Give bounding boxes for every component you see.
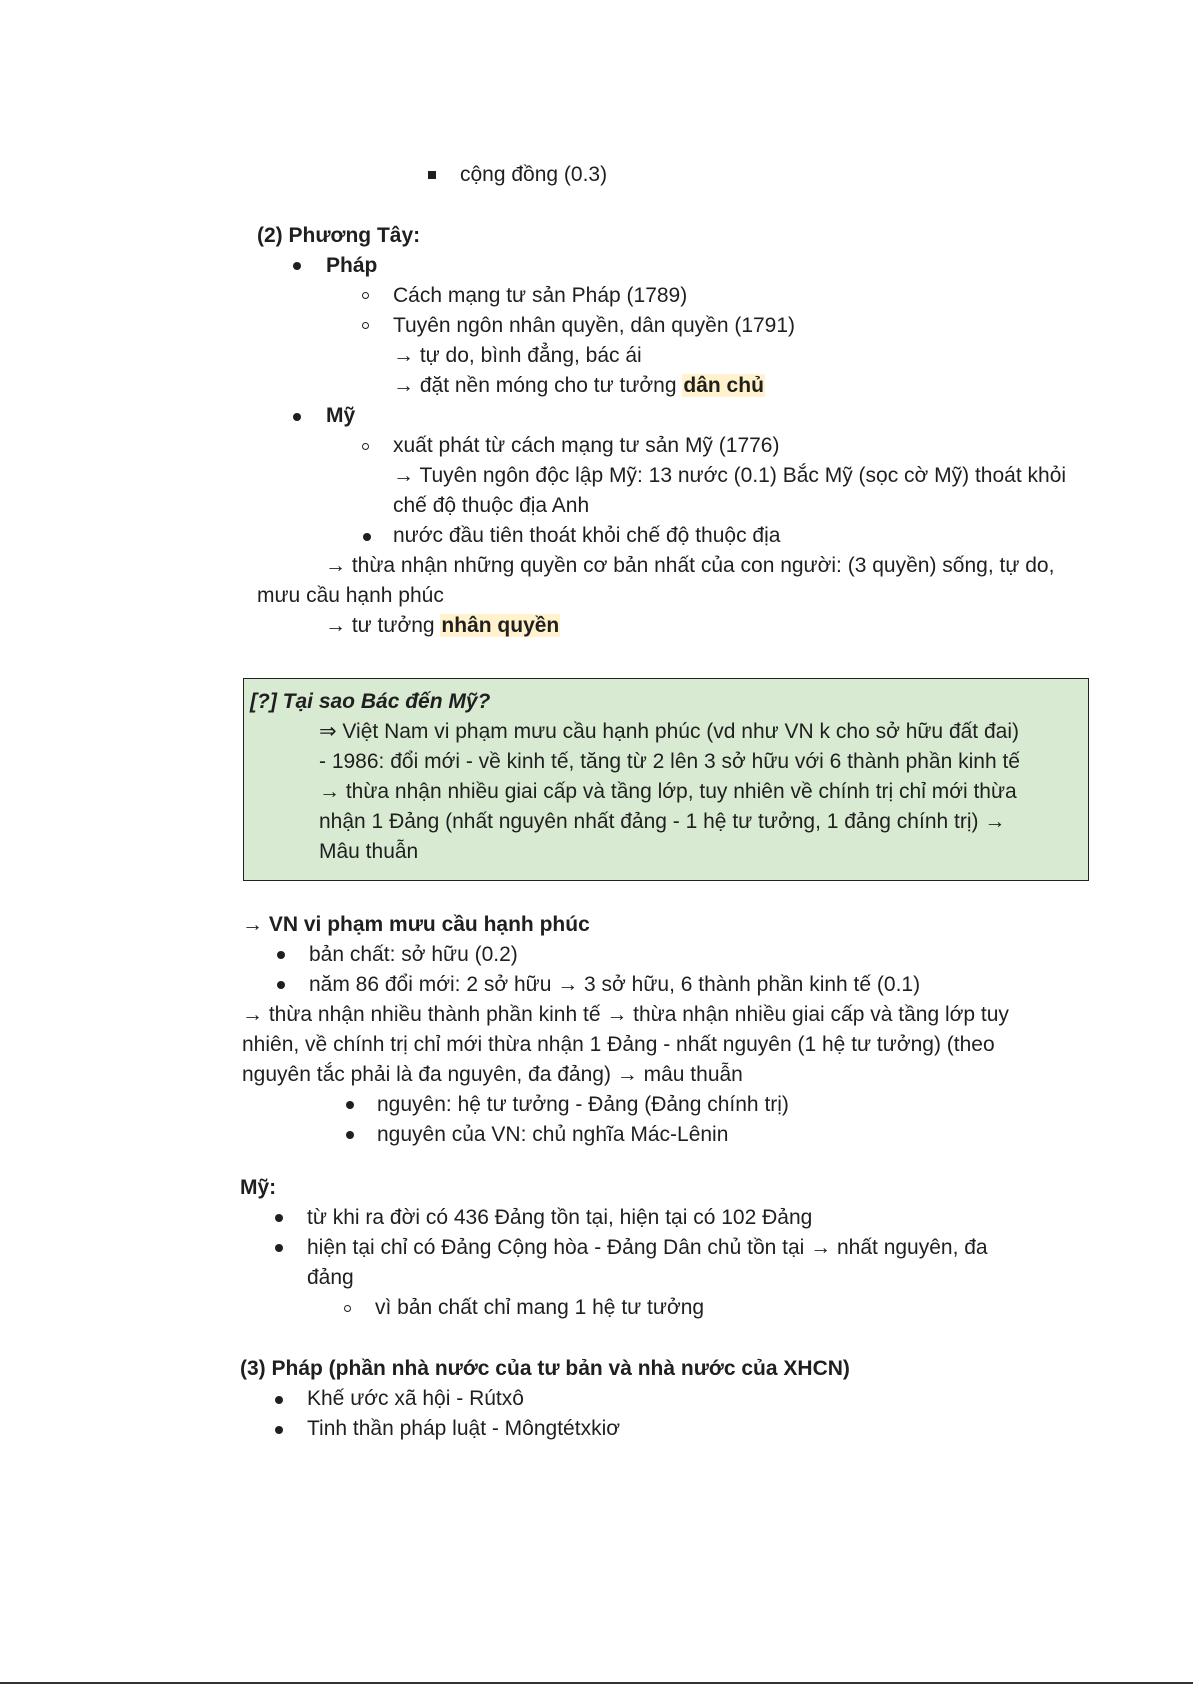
bullet-icon (346, 1101, 354, 1109)
bullet-icon (275, 1214, 283, 1222)
france-arrow-1: → tự do, bình đẳng, bác ái (393, 344, 642, 367)
bullet-icon (346, 1131, 354, 1139)
circle-bullet-icon (362, 443, 369, 450)
vn-para-line-3: nguyên tắc phải là đa nguyên, đa đảng) → mâu thuẫn (242, 1063, 743, 1086)
usa-bullet: nước đầu tiên thoát khỏi chế độ thuộc địa (393, 524, 781, 547)
bullet-icon (275, 1244, 283, 1252)
callout-line-5: Mâu thuẫn (319, 840, 419, 863)
bullet-icon (277, 951, 285, 959)
vn-bullet-2: năm 86 đổi mới: 2 sở hữu → 3 sở hữu, 6 thành phần kinh tế (0.1) (309, 973, 921, 996)
vn-bullet-1: bản chất: sở hữu (0.2) (309, 943, 518, 966)
bullet-icon (277, 981, 285, 989)
highlight-dan-chu: dân chủ (683, 374, 764, 397)
human-rights-line (325, 611, 560, 641)
highlight-nhan-quyen: nhân quyền (441, 614, 560, 637)
bullet-icon (363, 533, 371, 541)
callout-line-1: ⇒ Việt Nam vi phạm mưu cầu hạnh phúc (vd như VN k cho sở hữu đất đai) (319, 720, 1019, 743)
bullet-icon (293, 413, 301, 421)
france-item-1: Cách mạng tư sản Pháp (1789) (393, 284, 688, 307)
vn-sub-bullet-2: nguyên của VN: chủ nghĩa Mác-Lênin (377, 1123, 729, 1146)
vn-para-line-1: → thừa nhận nhiều thành phần kinh tế → thừa nhận nhiều giai cấp và tầng lớp tuy (242, 1003, 1009, 1026)
usa-arrow-line-1: → Tuyên ngôn độc lập Mỹ: 13 nước (0.1) Bắc Mỹ (sọc cờ Mỹ) thoát khỏi (393, 464, 1067, 487)
callout-title: [?] Tại sao Bác đến Mỹ? (250, 690, 491, 713)
vn-heading: → VN vi phạm mưu cầu hạnh phúc (242, 913, 590, 936)
bullet-icon (275, 1396, 283, 1404)
bullet-icon (275, 1426, 283, 1434)
circle-bullet-icon (344, 1305, 351, 1312)
west-conclusion-line-1: → thừa nhận những quyền cơ bản nhất của con người: (3 quyền) sống, tự do, (325, 554, 1055, 577)
vn-para-line-2: nhiên, về chính trị chỉ mới thừa nhận 1 Đảng - nhất nguyên (1 hệ tư tưởng) (theo (242, 1033, 995, 1056)
france-item-2: Tuyên ngôn nhân quyền, dân quyền (1791) (393, 314, 796, 337)
usa-parties-sub: vì bản chất chỉ mang 1 hệ tư tưởng (375, 1296, 705, 1319)
law-heading: (3) Pháp (phần nhà nước của tư bản và nhà nước của XHCN) (240, 1357, 850, 1380)
human-rights-text: → tư tưởng (325, 614, 441, 637)
france-arrow-2-text: → đặt nền móng cho tư tưởng (393, 374, 683, 397)
usa-item: xuất phát từ cách mạng tư sản Mỹ (1776) (393, 434, 780, 457)
page-bottom-rule (0, 1682, 1193, 1684)
usa-parties-bullet-2-line-1: hiện tại chỉ có Đảng Cộng hòa - Đảng Dân chủ tồn tại → nhất nguyên, đa (307, 1236, 988, 1259)
usa-parties-heading: Mỹ: (240, 1176, 277, 1199)
vn-sub-bullet-1: nguyên: hệ tư tưởng - Đảng (Đảng chính trị) (377, 1093, 789, 1116)
france-arrow-2 (393, 371, 765, 401)
intro-item: cộng đồng (0.3) (460, 163, 608, 186)
callout-line-4: nhận 1 Đảng (nhất nguyên nhất đảng - 1 hệ tư tưởng, 1 đảng chính trị) → (319, 810, 1006, 833)
circle-bullet-icon (362, 322, 369, 329)
section-heading-west: (2) Phương Tây: (257, 224, 421, 247)
callout-line-3: → thừa nhận nhiều giai cấp và tầng lớp, tuy nhiên về chính trị chỉ mới thừa (319, 780, 1017, 803)
circle-bullet-icon (362, 292, 369, 299)
bullet-icon (293, 262, 301, 270)
law-bullet-1: Khế ước xã hội - Rútxô (307, 1387, 524, 1410)
usa-arrow-line-2: chế độ thuộc địa Anh (393, 494, 590, 517)
usa-parties-bullet-2-line-2: đảng (307, 1266, 354, 1289)
west-conclusion-line-2: mưu cầu hạnh phúc (257, 584, 444, 607)
france-label: Pháp (326, 254, 378, 277)
usa-label: Mỹ (326, 404, 356, 427)
law-bullet-2: Tinh thần pháp luật - Môngtétxkiơ (307, 1417, 621, 1440)
usa-parties-bullet-1: từ khi ra đời có 436 Đảng tồn tại, hiện tại có 102 Đảng (307, 1206, 813, 1229)
callout-line-2: - 1986: đổi mới - về kinh tế, tăng từ 2 lên 3 sở hữu với 6 thành phần kinh tế (319, 750, 1020, 773)
square-bullet-icon (428, 171, 436, 179)
